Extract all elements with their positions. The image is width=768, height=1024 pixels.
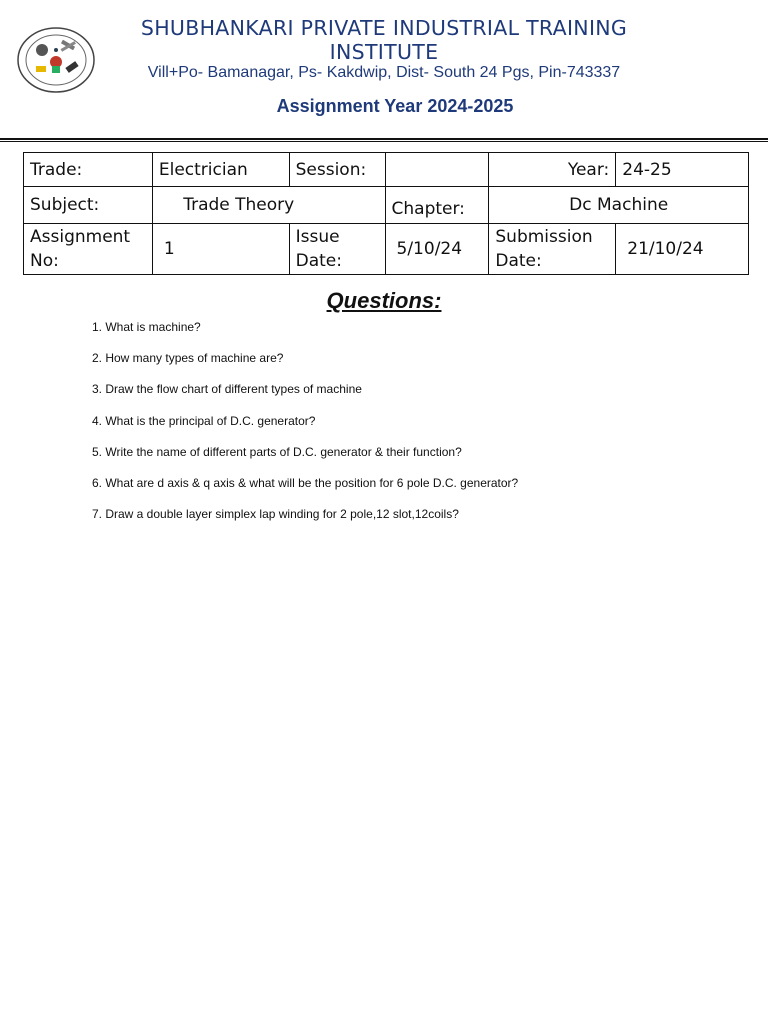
table-row [24, 153, 749, 187]
list-item: 7. Draw a double layer simplex lap winding for 2 pole,12 slot,12coils? [92, 507, 459, 522]
list-item: 5. Write the name of different parts of D.C. generator & their function? [92, 444, 462, 459]
institute-address: Vill+Po- Bamanagar, Ps- Kakdwip, Dist- South 24 Pgs, Pin-743337 [147, 64, 621, 81]
list-item: 4. What is the principal of D.C. generator? [92, 413, 316, 428]
list-item: 3. Draw the flow chart of different types of machine [92, 382, 362, 397]
submission-date-value: 21/10/24 [616, 224, 749, 275]
assignment-year: Assignment Year 2024-2025 [276, 96, 514, 116]
issue-date-label: Issue Date: [289, 224, 385, 275]
assignment-no-value: 1 [152, 224, 289, 275]
chapter-value: Dc Machine [489, 187, 749, 224]
list-item: 1. What is machine? [92, 320, 201, 334]
trade-label: Trade: [24, 153, 153, 187]
year-label: Year: [489, 153, 616, 187]
trade-value: Electrician [152, 153, 289, 187]
institute-name: SHUBHANKARI PRIVATE INDUSTRIAL TRAINING INSTITUTE [140, 16, 628, 64]
session-label: Session: [289, 153, 385, 187]
session-value [385, 153, 489, 187]
submission-date-label: Submission Date: [489, 224, 616, 275]
header-divider-thin [0, 141, 768, 142]
table-row [24, 224, 749, 275]
assignment-no-label: Assignment No: [24, 224, 153, 275]
table-row [24, 187, 749, 224]
institute-seal-icon [16, 26, 96, 94]
questions-heading: Questions: [326, 288, 442, 313]
list-item: 6. What are d axis & q axis & what will be the position for 6 pole D.C. generator? [92, 475, 519, 490]
header-divider [0, 138, 768, 140]
chapter-label: Chapter: [385, 187, 489, 224]
questions-list [92, 318, 518, 536]
assignment-info-table [23, 152, 749, 275]
issue-date-value: 5/10/24 [385, 224, 489, 275]
subject-value: Trade Theory [152, 187, 385, 224]
subject-label: Subject: [24, 187, 153, 224]
list-item: 2. How many types of machine are? [92, 351, 284, 366]
year-value: 24-25 [616, 153, 749, 187]
